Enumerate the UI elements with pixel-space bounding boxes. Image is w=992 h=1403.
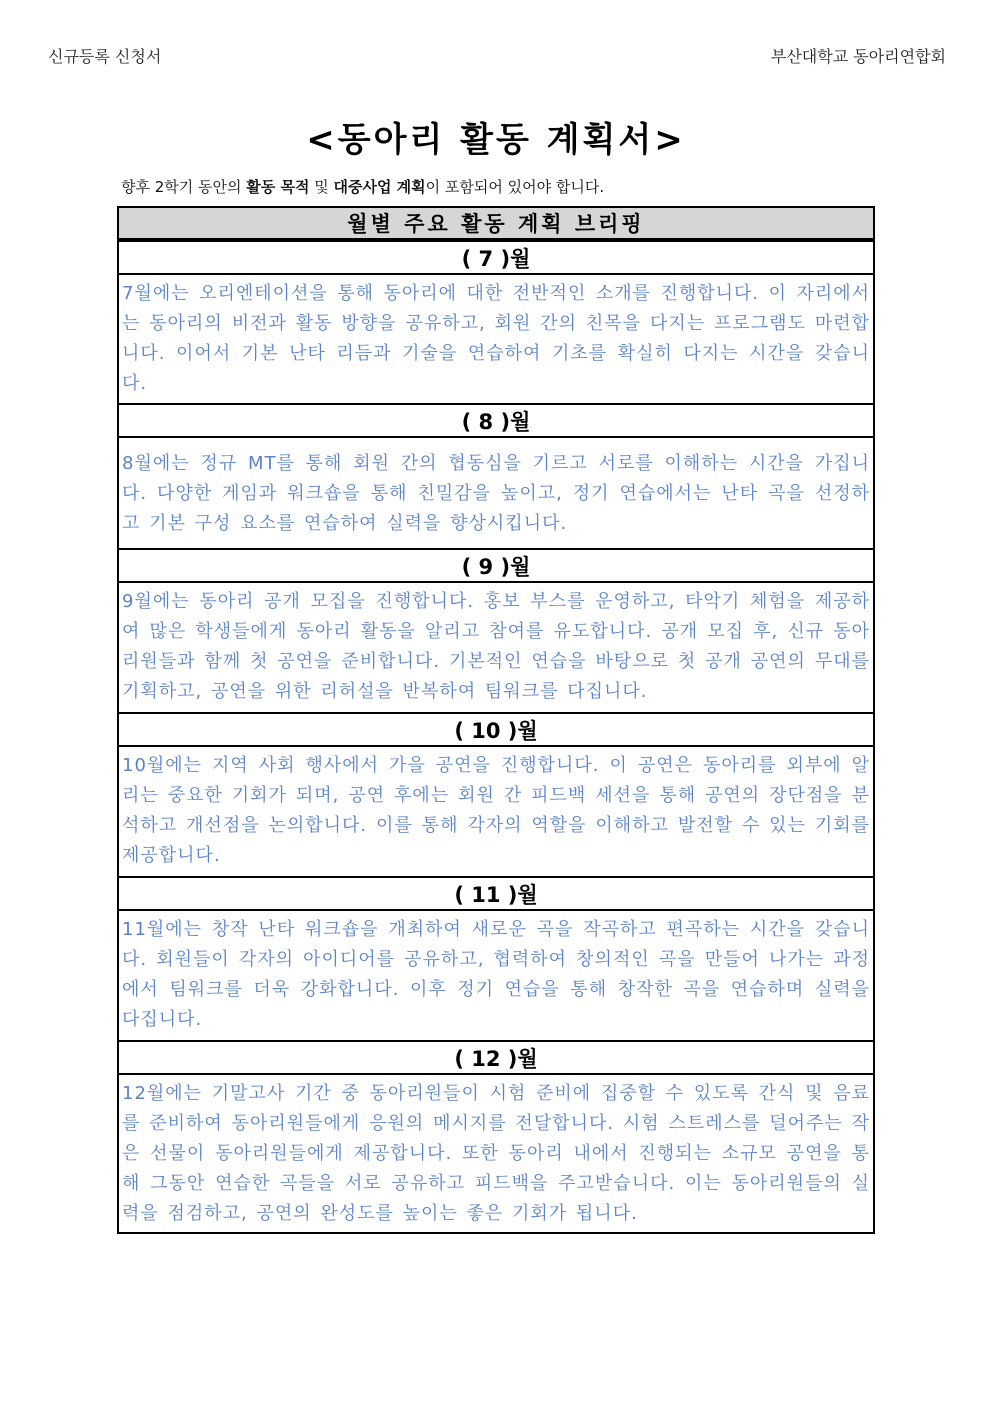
month-plan-12 [118, 1074, 874, 1233]
subtitle-instruction [121, 176, 604, 197]
month-text-11: 11월에는 창작 난타 워크숍을 개최하여 새로운 곡을 작곡하고 편곡하는 시간을 갖습니다. 회원들이 각자의 아이디어를 공유하고, 협력하여 창의적인 곡을 만들어 나가는 과정에서 팀워크를 더욱 강화합니다. 이후 정기 연습을 통해 창작한 곡을 연습하며 실력을 다집니다. [122, 919, 870, 1030]
subtitle-bold2: 대중사업 계획 [333, 178, 426, 196]
header-left-label: 신규등록 신청서 [48, 47, 162, 66]
month-label-11: ( 11 )월 [118, 877, 874, 910]
month-plan-9 [118, 582, 874, 713]
month-plan-7 [118, 274, 874, 404]
month-text-8: 8월에는 정규 MT를 통해 회원 간의 협동심을 기르고 서로를 이해하는 시간을 가집니다. 다양한 게임과 워크숍을 통해 친밀감을 높이고, 정기 연습에서는 난타 곡을 선정하고 기본 구성 요소를 연습하여 실력을 향상시킵니다. [122, 453, 870, 534]
month-label-9: ( 9 )월 [118, 549, 874, 582]
month-label-12: ( 12 )월 [118, 1041, 874, 1074]
month-plan-8 [118, 437, 874, 549]
month-label-10: ( 10 )월 [118, 713, 874, 746]
monthly-plan-table [117, 206, 875, 1234]
month-text-7: 7월에는 오리엔테이션을 통해 동아리에 대한 전반적인 소개를 진행합니다. 이 자리에서는 동아리의 비전과 활동 방향을 공유하고, 회원 간의 친목을 다지는 프로그램도 마련합니다. 이어서 기본 난타 리듬과 기술을 연습하여 기초를 확실히 다지는 시간을 갖습니다. [122, 283, 870, 394]
month-plan-11 [118, 910, 874, 1041]
month-plan-10 [118, 746, 874, 877]
subtitle-bold1: 활동 목적 [246, 178, 310, 196]
month-label-7: ( 7 )월 [118, 240, 874, 274]
document-title: <동아리 활동 계획서> [306, 120, 686, 160]
month-label-8: ( 8 )월 [118, 404, 874, 437]
month-text-12: 12월에는 기말고사 기간 중 동아리원들이 시험 준비에 집중할 수 있도록 간식 및 음료를 준비하여 동아리원들에게 응원의 메시지를 전달합니다. 시험 스트레스를 덜어주는 작은 선물이 동아리원들에게 제공합니다. 또한 동아리 내에서 진행되는 소규모 공연을 통해 그동안 연습한 곡들을 서로 공유하고 피드백을 주고받습니다. 이는 동아리원들의 실력을 점검하고, 공연의 완성도를 높이는 좋은 기회가 됩니다. [122, 1083, 870, 1224]
month-text-9: 9월에는 동아리 공개 모집을 진행합니다. 홍보 부스를 운영하고, 타악기 체험을 제공하여 많은 학생들에게 동아리 활동을 알리고 참여를 유도합니다. 공개 모집 후, 신규 동아리원들과 함께 첫 공연을 준비합니다. 기본적인 연습을 바탕으로 첫 공개 공연의 무대를 기획하고, 공연을 위한 리허설을 반복하여 팀워크를 다집니다. [122, 591, 870, 702]
subtitle-part3: 이 포함되어 있어야 합니다. [425, 178, 605, 196]
table-heading: 월별 주요 활동 계획 브리핑 [118, 207, 874, 240]
month-text-10: 10월에는 지역 사회 행사에서 가을 공연을 진행합니다. 이 공연은 동아리를 외부에 알리는 중요한 기회가 되며, 공연 후에는 회원 간 피드백 세션을 통해 공연의 장단점을 분석하고 개선점을 논의합니다. 이를 통해 각자의 역할을 이해하고 발전할 수 있는 기회를 제공합니다. [122, 755, 870, 866]
subtitle-part2: 및 [309, 178, 334, 196]
header-right-label: 부산대학교 동아리연합회 [770, 47, 946, 66]
subtitle-part1: 향후 2학기 동안의 [121, 178, 247, 196]
